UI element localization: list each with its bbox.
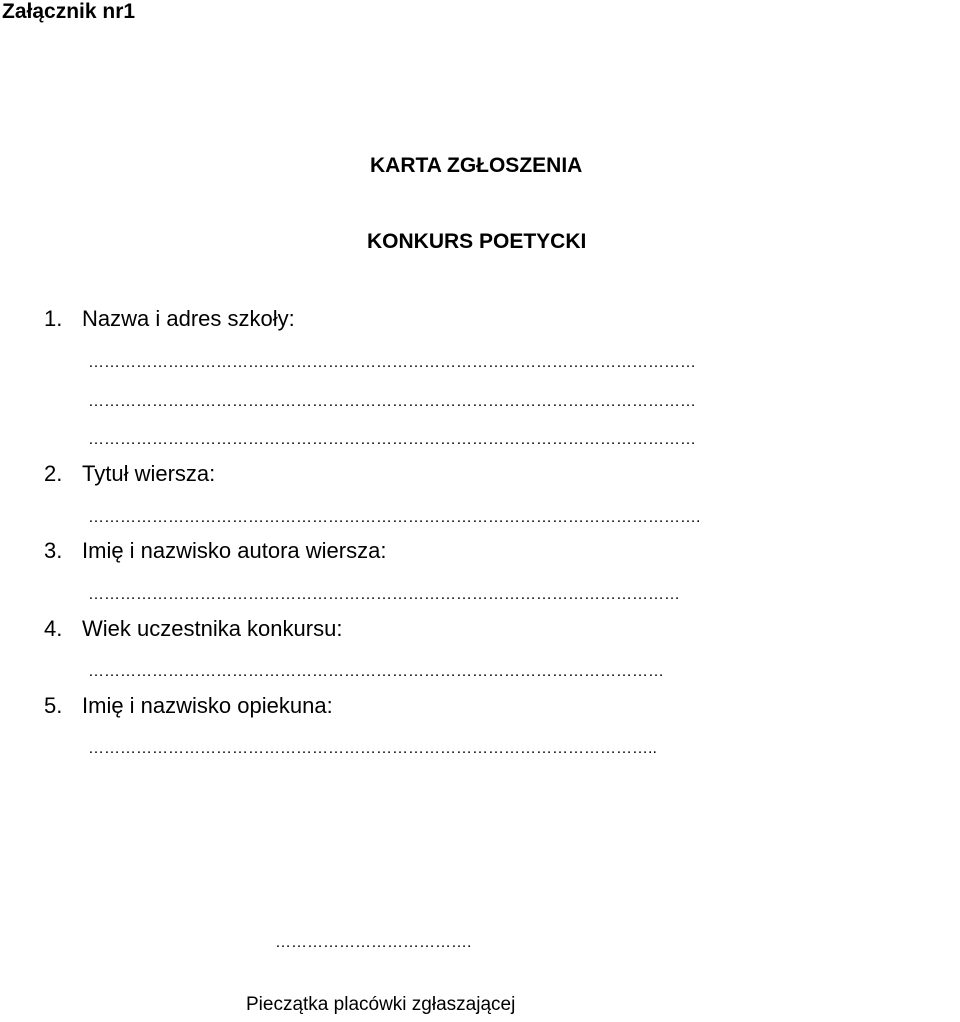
- guardian-line[interactable]: ……………………………………………………………………………………………..: [88, 740, 657, 757]
- item-number: 4.: [44, 616, 63, 641]
- item-number: 3.: [44, 538, 63, 563]
- form-subtitle: KONKURS POETYCKI: [367, 230, 587, 253]
- age-line[interactable]: ………………………………………………………………………………………………: [88, 663, 664, 680]
- item-number: 2.: [44, 461, 63, 486]
- poem-title-line[interactable]: …………………………………………………………………………………………………….: [88, 509, 701, 526]
- item-author: [44, 538, 386, 564]
- attachment-label: Załącznik nr1: [2, 0, 136, 23]
- item-label: Nazwa i adres szkoły:: [82, 306, 295, 331]
- school-line-1[interactable]: ……………………………………………………………………………………………………: [88, 354, 696, 371]
- stamp-caption: Pieczątka placówki zgłaszającej: [246, 994, 516, 1015]
- item-school: [44, 306, 295, 332]
- stamp-line: ……………………………….: [275, 934, 472, 951]
- author-line[interactable]: …………………………………………………………………………………………………: [88, 586, 680, 603]
- item-label: Imię i nazwisko autora wiersza:: [82, 538, 387, 563]
- school-line-3[interactable]: ……………………………………………………………………………………………………: [88, 431, 696, 448]
- item-number: 5.: [44, 693, 63, 718]
- item-label: Wiek uczestnika konkursu:: [82, 616, 343, 641]
- item-guardian: [44, 693, 333, 719]
- item-poem-title: [44, 461, 215, 487]
- item-number: 1.: [44, 306, 63, 331]
- item-age: [44, 616, 342, 642]
- item-label: Imię i nazwisko opiekuna:: [82, 693, 333, 718]
- school-line-2[interactable]: ……………………………………………………………………………………………………: [88, 393, 696, 410]
- form-title: KARTA ZGŁOSZENIA: [370, 154, 583, 177]
- item-label: Tytuł wiersza:: [82, 461, 216, 486]
